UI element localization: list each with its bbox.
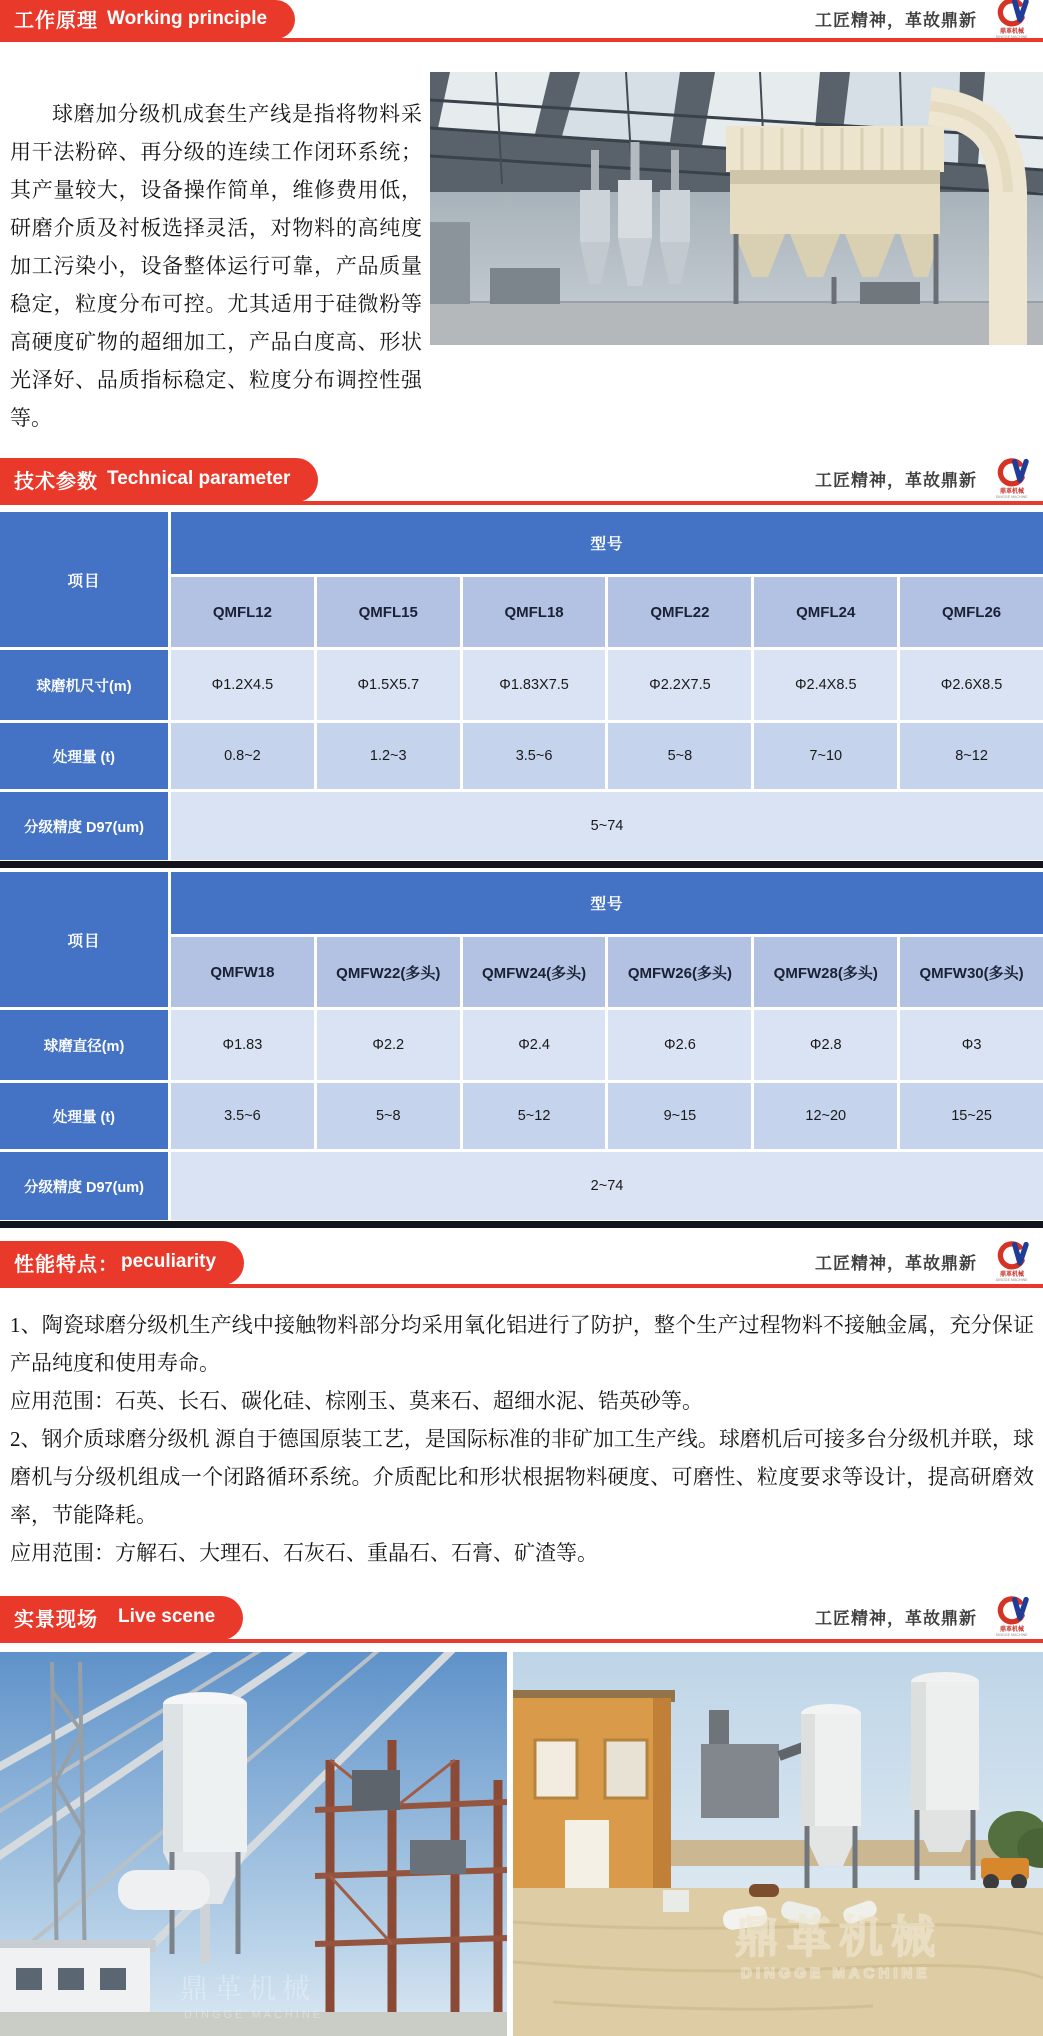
table-model-cell: QMFW22(多头) bbox=[317, 937, 460, 1007]
brand-name-cn: 鼎革机械 bbox=[999, 28, 1024, 35]
brand-logo-icon bbox=[991, 458, 1033, 488]
table-model-cell: QMFL12 bbox=[171, 577, 314, 647]
section-banner-working-principle bbox=[0, 0, 1043, 42]
qmfw-parameter-table bbox=[0, 872, 1043, 1220]
intro-paragraph: 球磨加分级机成套生产线是指将物料采用干法粉碎、再分级的连续工作闭环系统；其产量较大，设备操作简单，维修费用低，研磨介质及衬板选择灵活，对物料的高纯度加工污染小，设备整体运行可靠，产品质量稳定，粒度分布可控。尤其适用于硅微粉等高硬度矿物的超细加工，产品白度高、形状光泽好、品质指标稳定、粒度分布调控性强等。 bbox=[10, 102, 422, 430]
table-value-cell: Φ2.4 bbox=[463, 1010, 606, 1080]
table-model-header-cell: 型号 bbox=[171, 872, 1043, 934]
table-value-cell: 5~12 bbox=[463, 1083, 606, 1149]
section-title-cn: 实景现场 bbox=[14, 1608, 98, 1631]
table-model-cell: QMFW26(多头) bbox=[608, 937, 751, 1007]
table-value-cell: Φ1.5X5.7 bbox=[317, 650, 460, 720]
table-model-cell: QMFL18 bbox=[463, 577, 606, 647]
section-title-en: peculiarity bbox=[121, 1251, 217, 1272]
brand-name-cn: 鼎革机械 bbox=[999, 1272, 1024, 1278]
section-banner-live-scene bbox=[0, 1596, 1043, 1643]
table-value-cell: 7~10 bbox=[754, 723, 897, 789]
table-row-label: 处理量 (t) bbox=[0, 723, 168, 789]
table-row-label: 球磨直径(m) bbox=[0, 1010, 168, 1080]
table-value-cell: 5~8 bbox=[608, 723, 751, 789]
banner-slogan-box bbox=[815, 1596, 1037, 1637]
table-value-cell: Φ1.83 bbox=[171, 1010, 314, 1080]
table-value-cell: Φ1.83X7.5 bbox=[463, 650, 606, 720]
section-title-en: Working principle bbox=[107, 7, 268, 29]
section-title-en: Technical parameter bbox=[107, 468, 291, 489]
feature-item-1: 1、陶瓷球磨分级机生产线中接触物料部分均采用氧化铝进行了防护，整个生产过程物料不接触金属，充分保证产品纯度和使用寿命。 bbox=[10, 1313, 1034, 1375]
section-title-cn: 技术参数 bbox=[14, 470, 98, 493]
svg-text:DINGGE MACHINE: DINGGE MACHINE bbox=[184, 2009, 324, 2021]
table-model-cell: QMFW18 bbox=[171, 937, 314, 1007]
slogan-text: 工匠精神，革故鼎新 bbox=[815, 1609, 977, 1628]
svg-text:鼎革机械: 鼎革机械 bbox=[735, 1913, 943, 1962]
section-banner-peculiarity bbox=[0, 1241, 1043, 1288]
photo-watermark bbox=[735, 1913, 943, 1982]
table-model-cell: QMFW28(多头) bbox=[754, 937, 897, 1007]
table-model-cell: QMFL15 bbox=[317, 577, 460, 647]
table-model-cell: QMFL22 bbox=[608, 577, 751, 647]
table-value-cell: 12~20 bbox=[754, 1083, 897, 1149]
table-value-cell: 9~15 bbox=[608, 1083, 751, 1149]
table-value-cell: Φ2.8 bbox=[754, 1010, 897, 1080]
table-merged-value-cell: 5~74 bbox=[171, 792, 1043, 860]
svg-text:DINGGE MACHINE: DINGGE MACHINE bbox=[741, 1965, 931, 1982]
table-value-cell: 5~8 bbox=[317, 1083, 460, 1149]
table-model-header-cell: 型号 bbox=[171, 512, 1043, 574]
table-model-cell: QMFW30(多头) bbox=[900, 937, 1043, 1007]
brand-name-cn: 鼎革机械 bbox=[999, 489, 1024, 495]
svg-text:鼎革机械: 鼎革机械 bbox=[180, 1973, 317, 2004]
slogan-text: 工匠精神，革故鼎新 bbox=[815, 10, 977, 30]
feature-scope-1: 应用范围：石英、长石、碳化硅、棕刚玉、莫来石、超细水泥、锆英砂等。 bbox=[10, 1389, 703, 1413]
brand-name-cn: 鼎革机械 bbox=[999, 1627, 1024, 1633]
feature-item-2: 2、钢介质球磨分级机 源自于德国原装工艺，是国际标准的非矿加工生产线。球磨机后可接多台分级机并联，球磨机与分级机组成一个闭路循环系统。介质配比和形状根据物料硬度、可磨性、粒度要求等设计，提高研磨效率，节能降耗。 bbox=[10, 1427, 1034, 1527]
table-corner-cell: 项目 bbox=[0, 872, 168, 1007]
table-value-cell: 15~25 bbox=[900, 1083, 1043, 1149]
table-model-cell: QMFL26 bbox=[900, 577, 1043, 647]
table-value-cell: 8~12 bbox=[900, 723, 1043, 789]
live-scene-photo-left bbox=[0, 1652, 507, 2036]
brand-name-en: DINGGE MACHINE bbox=[996, 33, 1028, 39]
photo-watermark bbox=[180, 1973, 323, 2021]
section-banner-technical-parameter bbox=[0, 458, 1043, 505]
table-model-cell: QMFL24 bbox=[754, 577, 897, 647]
section-title-live-scene bbox=[0, 1596, 243, 1640]
banner-slogan-box bbox=[815, 1241, 1037, 1282]
table-value-cell: Φ2.4X8.5 bbox=[754, 650, 897, 720]
brand-name-en: DINGGE MACHINE bbox=[996, 1277, 1028, 1282]
table-corner-cell: 项目 bbox=[0, 512, 168, 647]
table-value-cell: 3.5~6 bbox=[171, 1083, 314, 1149]
brand-name-en: DINGGE MACHINE bbox=[996, 494, 1028, 499]
table-separator bbox=[0, 1221, 1043, 1228]
brand-logo-icon bbox=[991, 1241, 1033, 1271]
working-principle-photo bbox=[430, 72, 1043, 345]
tan-building bbox=[513, 1690, 675, 1894]
brand-logo bbox=[987, 1596, 1037, 1637]
feature-list bbox=[10, 1306, 1034, 1572]
section-title-cn: 工作原理 bbox=[14, 10, 98, 32]
qmfl-parameter-table bbox=[0, 512, 1043, 860]
cyclone-group bbox=[580, 142, 690, 286]
table-model-cell: QMFW24(多头) bbox=[463, 937, 606, 1007]
table-value-cell: Φ2.6 bbox=[608, 1010, 751, 1080]
section-title-peculiarity bbox=[0, 1241, 244, 1285]
feature-scope-2: 应用范围：方解石、大理石、石灰石、重晶石、石膏、矿渣等。 bbox=[10, 1541, 598, 1565]
banner-slogan-box bbox=[815, 458, 1037, 499]
brand-logo-icon bbox=[991, 0, 1033, 28]
table-value-cell: Φ1.2X4.5 bbox=[171, 650, 314, 720]
table-row-label: 分级精度 D97(um) bbox=[0, 1152, 168, 1220]
table-row-label: 分级精度 D97(um) bbox=[0, 792, 168, 860]
table-row-label: 处理量 (t) bbox=[0, 1083, 168, 1149]
table-value-cell: 1.2~3 bbox=[317, 723, 460, 789]
brand-logo bbox=[987, 458, 1037, 499]
slogan-text: 工匠精神，革故鼎新 bbox=[815, 1254, 977, 1273]
table-merged-value-cell: 2~74 bbox=[171, 1152, 1043, 1220]
table-value-cell: 3.5~6 bbox=[463, 723, 606, 789]
section-title-working-principle bbox=[0, 0, 295, 39]
section-title-cn: 性能特点： bbox=[14, 1253, 119, 1276]
slogan-text: 工匠精神，革故鼎新 bbox=[815, 471, 977, 490]
table-value-cell: 0.8~2 bbox=[171, 723, 314, 789]
table-row-label: 球磨机尺寸(m) bbox=[0, 650, 168, 720]
section-title-en: Live scene bbox=[118, 1606, 216, 1627]
live-scene-photo-right bbox=[513, 1652, 1043, 2036]
table-value-cell: Φ2.2X7.5 bbox=[608, 650, 751, 720]
table-value-cell: Φ2.6X8.5 bbox=[900, 650, 1043, 720]
brand-logo bbox=[987, 1241, 1037, 1282]
brand-name-en: DINGGE MACHINE bbox=[996, 1632, 1028, 1637]
table-value-cell: Φ2.2 bbox=[317, 1010, 460, 1080]
table-separator bbox=[0, 861, 1043, 868]
brand-logo bbox=[987, 0, 1037, 39]
banner-slogan-box bbox=[815, 0, 1037, 39]
section-title-technical-parameter bbox=[0, 458, 318, 502]
brand-logo-icon bbox=[991, 1596, 1033, 1626]
table-value-cell: Φ3 bbox=[900, 1010, 1043, 1080]
